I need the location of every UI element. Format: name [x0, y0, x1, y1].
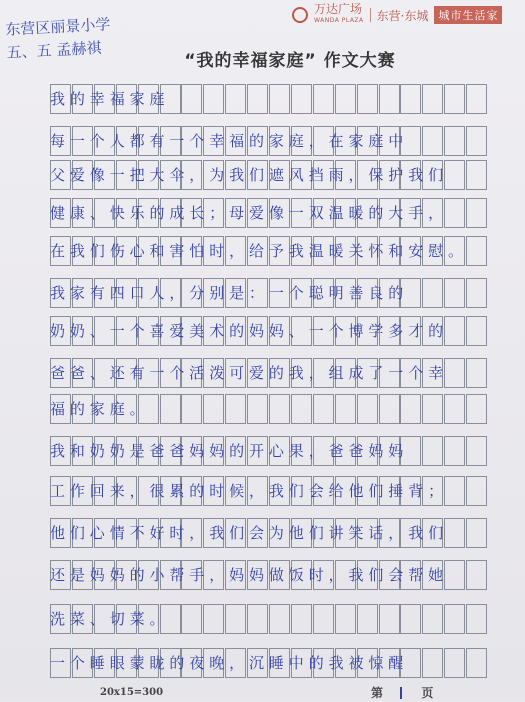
brand-name: 万达广场 [314, 2, 363, 16]
brand-tag: 城市生活家 [434, 6, 502, 24]
grid-spec: 20x15=300 [100, 687, 164, 698]
wanda-logo-icon [292, 7, 308, 23]
handwritten-line: 我家有四口人，分别是：一个聪明善良的 [50, 284, 409, 302]
handwritten-line: 洗菜、切菜。 [50, 610, 170, 628]
brand-sub: WANDA PLAZA [314, 17, 364, 24]
grid-row [50, 518, 488, 548]
page-suffix: 页 [421, 686, 434, 700]
handwritten-line: 工作回来，很累的时候，我们会给他们捶背； [50, 482, 449, 500]
handwritten-line: 父爱像一把大伞，为我们遮风挡雨，保护我们 [50, 166, 449, 184]
handwritten-line: 一个睡眼蒙眬的夜晚，沉睡中的我被惊醒 [50, 654, 409, 672]
grid-row [50, 316, 488, 346]
grid-row [50, 648, 488, 678]
grid-row [50, 236, 488, 266]
page-number [371, 684, 433, 701]
school-line: 东营区丽景小学 [4, 15, 111, 39]
grid-row [50, 198, 488, 228]
handwritten-line: 奶奶、一个喜爱美术的妈妈、一个博学多才的 [50, 322, 449, 340]
grid-row [50, 278, 488, 308]
page-prefix: 第 [371, 686, 384, 700]
handwritten-line: 我的幸福家庭 [50, 90, 170, 108]
brand-city: 东营·东城 [376, 8, 429, 23]
brand-header [292, 4, 502, 26]
grid-row [50, 436, 488, 466]
author-note [5, 13, 112, 64]
grid-row [50, 84, 488, 114]
handwritten-line: 还是妈妈的小帮手，妈妈做饭时，我们会帮她 [50, 566, 449, 584]
grid-row [50, 358, 488, 388]
grid-row [50, 560, 488, 590]
handwritten-line: 他们心情不好时，我们会为他们讲笑话，我们 [50, 524, 449, 542]
grid-row [50, 394, 488, 424]
brand-divider [370, 8, 371, 22]
handwritten-line: 爸爸、还有一个活泼可爱的我，组成了一个幸 [50, 364, 449, 382]
grid-row [50, 126, 488, 156]
class-line: 五、五 孟赫祺 [6, 38, 102, 62]
handwritten-line: 每一个人都有一个幸福的家庭，在家庭中 [50, 132, 409, 150]
grid-row [50, 160, 488, 190]
contest-title: “我的幸福家庭” 作文大赛 [184, 51, 396, 71]
handwritten-line: 在我们伤心和害怕时，给予我温暖关怀和安慰。 [50, 242, 468, 260]
handwritten-line: 健康、快乐的成长；母爱像一双温暖的大手， [50, 204, 449, 222]
grid-row [50, 476, 488, 506]
handwritten-line: 福的家庭。 [50, 400, 150, 418]
grid-row [50, 604, 488, 634]
handwritten-line: 我和奶奶是爸爸妈妈的开心果，爸爸妈妈 [50, 442, 409, 460]
